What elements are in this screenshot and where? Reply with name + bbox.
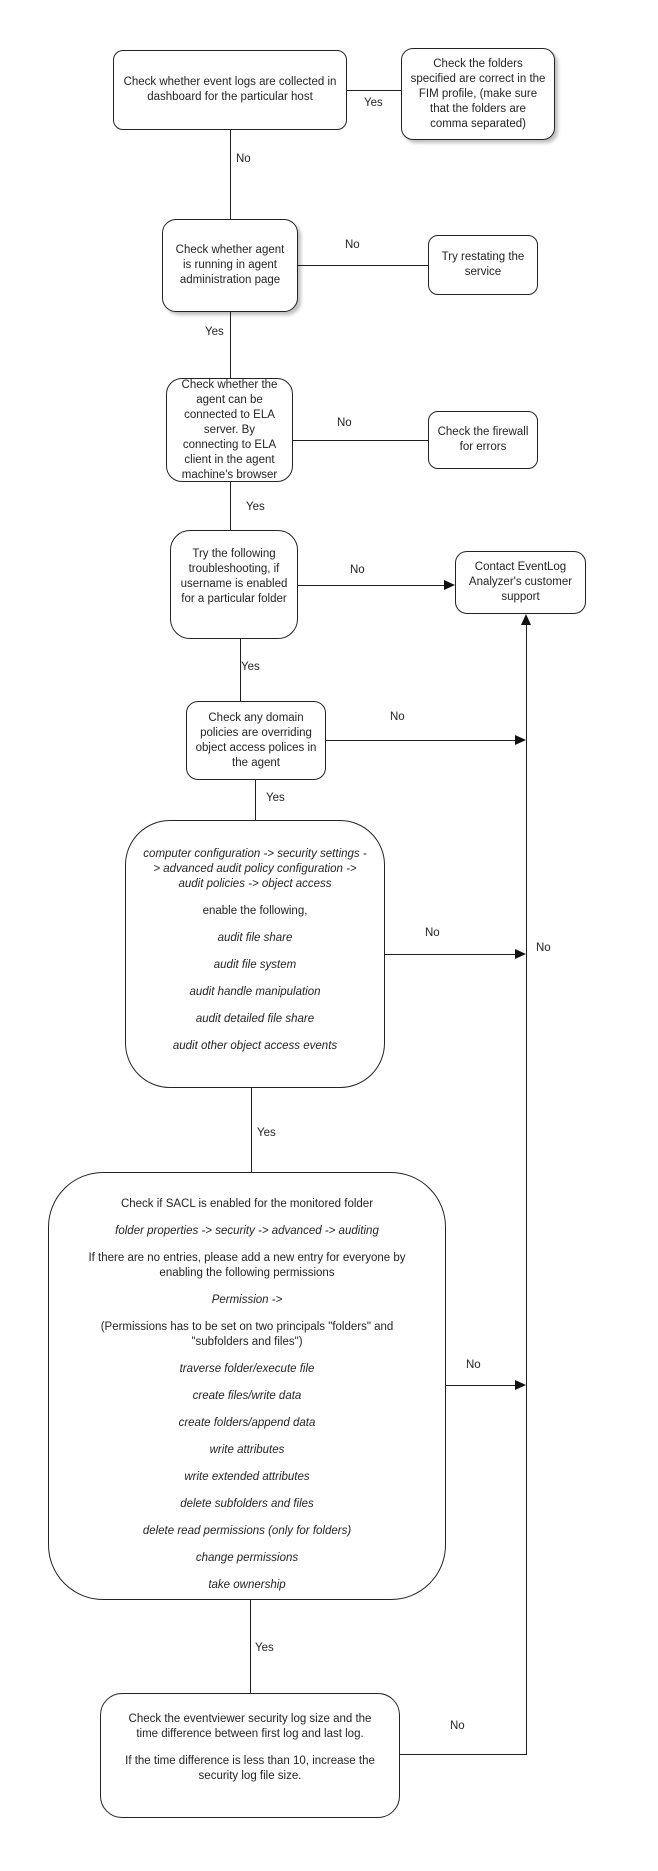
edge-label-yes: Yes [255, 1642, 274, 1654]
node-check-domain-policies [186, 701, 326, 780]
node-try-troubleshooting-username [170, 530, 298, 639]
edge-label-yes: Yes [246, 501, 265, 513]
edge-label-yes: Yes [266, 792, 285, 804]
connector-line [446, 1385, 516, 1386]
node-text: computer configuration -> security settings -> advanced audit policy configuration -> audit policies -> object access [143, 848, 367, 890]
node-text: Check whether event logs are collected in dashboard for the particular host [123, 76, 337, 103]
connector-line [400, 1754, 527, 1755]
node-text: delete read permissions (only for folders) [142, 1525, 352, 1537]
node-text: audit other object access events [172, 1040, 338, 1052]
connector-line [298, 585, 445, 586]
node-check-firewall [428, 411, 538, 469]
connector-line [230, 130, 231, 219]
arrowhead-up [521, 614, 531, 625]
edge-label-yes: Yes [241, 661, 260, 673]
node-text: audit file system [213, 959, 297, 971]
connector-line [255, 780, 256, 820]
node-text: folder properties -> security -> advanced -> auditing [115, 1225, 379, 1237]
arrowhead-right [515, 735, 526, 745]
connector-line [347, 90, 401, 91]
edge-label-no: No [450, 1720, 465, 1732]
node-check-sacl [48, 1172, 446, 1600]
connector-line [326, 740, 516, 741]
node-text: take ownership [208, 1579, 286, 1591]
edge-label-no: No [345, 239, 360, 251]
edge-label-no: No [466, 1359, 481, 1371]
node-text: audit detailed file share [195, 1013, 315, 1025]
node-text: Check whether agent is running in agent administration page [175, 244, 285, 286]
node-text: Check any domain policies are overriding object access polices in the agent [195, 711, 317, 769]
node-text: audit file share [217, 932, 293, 944]
node-check-event-logs [113, 50, 347, 130]
connector-line [298, 265, 428, 266]
node-text: Permission -> [211, 1294, 283, 1306]
node-text: change permissions [195, 1552, 299, 1564]
node-text: write extended attributes [184, 1471, 310, 1483]
node-text: Check the folders specified are correct in the FIM profile, (make sure that the folders are comma separated) [410, 57, 546, 130]
edge-label-no: No [425, 927, 440, 939]
node-text: create files/write data [192, 1390, 302, 1402]
node-check-security-log-size [100, 1693, 400, 1818]
edge-label-no: No [337, 417, 352, 429]
node-check-agent-ela-connection [166, 378, 293, 482]
node-text: Try restating the service [441, 251, 525, 278]
edge-label-yes: Yes [364, 97, 383, 109]
node-text: write attributes [209, 1444, 285, 1456]
node-restart-service [428, 235, 538, 295]
node-text: Check if SACL is enabled for the monitored folder [120, 1198, 374, 1210]
edge-label-yes: Yes [257, 1127, 276, 1139]
node-check-agent-running [162, 219, 298, 312]
connector-line [385, 954, 516, 955]
connector-line [251, 1088, 252, 1172]
node-text: traverse folder/execute file [179, 1363, 315, 1375]
node-text: Check the eventviewer security log size and the time difference between first log and last log. [128, 1713, 372, 1740]
node-contact-support [455, 551, 586, 614]
node-enable-audit-policies [125, 820, 385, 1088]
edge-label-yes: Yes [205, 326, 224, 338]
node-text: Contact EventLog Analyzer's customer support [468, 561, 573, 603]
node-text: audit handle manipulation [189, 986, 321, 998]
node-text: If the time difference is less than 10, increase the security log file size. [125, 1755, 375, 1782]
connector-line [293, 440, 428, 441]
edge-label-no: No [536, 942, 551, 954]
node-text: If there are no entries, please add a new entry for everyone by enabling the following permissions [88, 1252, 406, 1279]
node-text: Try the following troubleshooting, if username is enabled for a particular folder [180, 548, 288, 605]
node-text: Check whether the agent can be connected to ELA server. By connecting to ELA client in the agent machine's browser [181, 378, 278, 481]
connector-line [250, 1600, 251, 1693]
connector-line [230, 482, 231, 530]
connector-line [230, 312, 231, 378]
node-text: Check the firewall for errors [437, 426, 529, 453]
arrowhead-right [444, 580, 455, 590]
edge-label-no: No [350, 564, 365, 576]
node-text: delete subfolders and files [180, 1498, 314, 1510]
arrowhead-right [515, 949, 526, 959]
node-check-fim-folders [401, 48, 555, 140]
edge-label-no: No [236, 153, 251, 165]
arrowhead-right [515, 1380, 526, 1390]
node-text: enable the following, [202, 905, 308, 917]
edge-label-no: No [390, 711, 405, 723]
node-text: (Permissions has to be set on two principals "folders" and "subfolders and files") [100, 1321, 394, 1348]
node-text: create folders/append data [178, 1417, 316, 1429]
connector-trunk-line [526, 622, 527, 1755]
